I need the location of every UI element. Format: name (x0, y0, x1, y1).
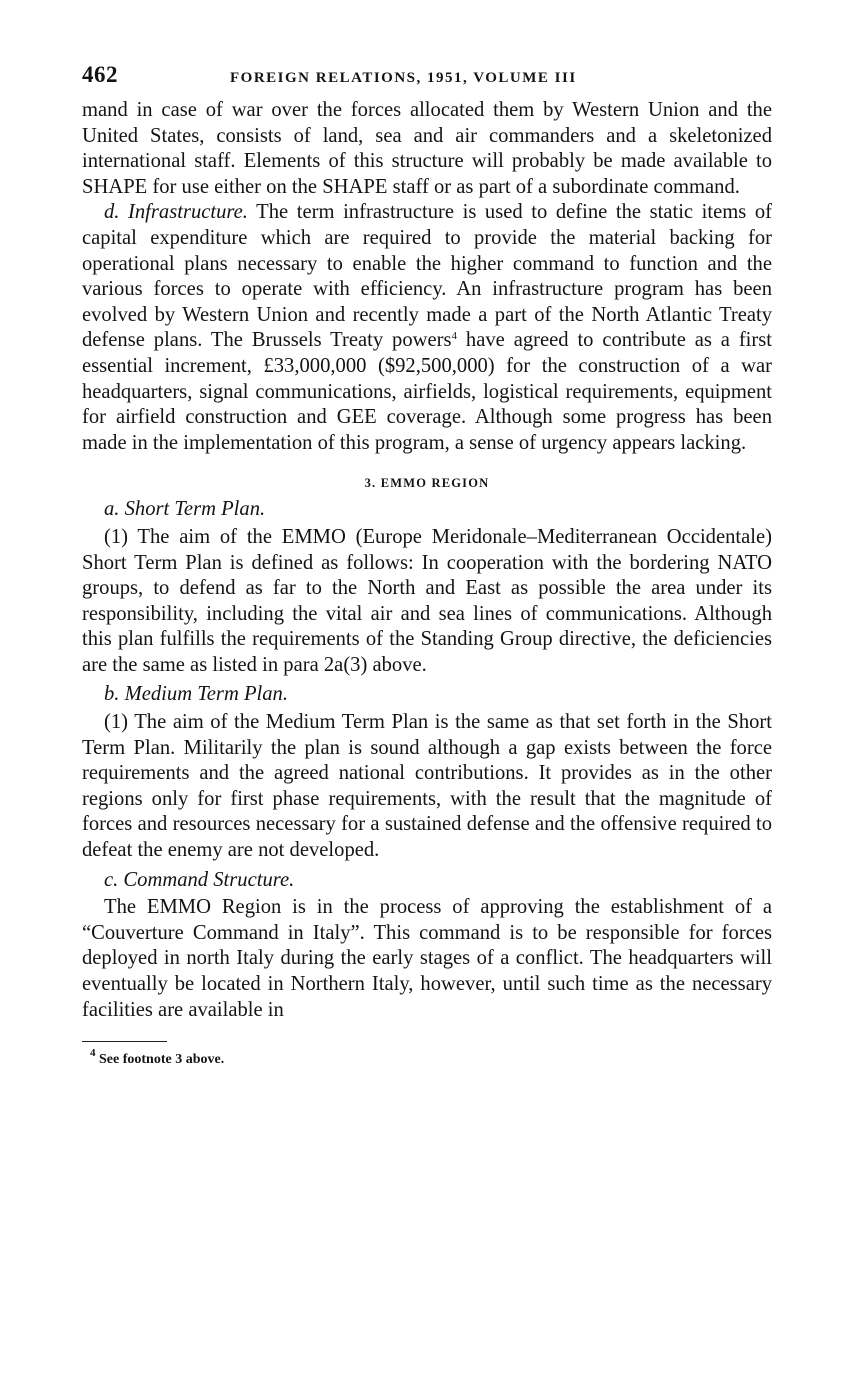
footnote-divider (82, 1041, 167, 1042)
medium-term-heading-text: b. Medium Term Plan. (104, 683, 289, 706)
infrastructure-text-1: The term infrastructure is used to define the static items of capital expenditure which are required to provide the material backing for operational plans necessary to enable the higher command to function and the various forces to operate with efficiency. An infrastructure program has been evolved by Western Union and recently made a part of the North Atlantic Treaty defense plans. The Brussels Treaty powers (82, 201, 772, 352)
section-heading: 3. EMMO REGION (364, 476, 490, 491)
footnote-text: See footnote 3 above. (95, 1052, 225, 1068)
footnote-number: 4 (90, 1047, 96, 1060)
paragraph-medium-term: (1) The aim of the Medium Term Plan is the same as that set forth in the Short Term Plan. Militarily the plan is sound although a gap exists between the force requirements and the agreed national contributions. It provides as in the other regions only for first phase requirements, with the result that the magnitude of forces and resources necessary for a sustained defense and the offensive required to defeat the enemy are not developed. (82, 711, 772, 862)
command-structure-heading-text: c. Command Structure. (104, 868, 295, 891)
infrastructure-text-2: have agreed to contribute as a first essential increment, £33,000,000 ($92,500,000) for the construction of a war headquarters, signal communications, airfields, logistical requirements, equipment for airfield construction and GEE coverage. Although some progress has been made in the implementation of this program, a sense of urgency appears lacking. (82, 329, 773, 454)
infrastructure-label: d. Infrastructure. (104, 201, 248, 224)
paragraph-command-structure: The EMMO Region is in the process of approving the establishment of a “Couverture Command in Italy”. This command is to be responsible for forces deployed in north Italy during the early stages of a conflict. The headquarters will eventually be located in Northern Italy, however, until such time as the necessary facilities are available in (82, 896, 772, 1021)
paragraph-short-term: (1) The aim of the EMMO (Europe Meridonale–Mediterranean Occidentale) Short Term Plan is defined as follows: In cooperation with the bordering NATO groups, to defend as far to the North and East as possible the area under its responsibility, including the vital air and sea lines of communications. Although this plan fulfills the requirements of the Standing Group directive, the deficiencies are the same as listed in para 2a(3) above. (82, 525, 772, 676)
medium-term-heading (104, 682, 772, 708)
footnote-reference: 4 (451, 330, 458, 343)
page-header (82, 62, 772, 98)
footnote (90, 1047, 772, 1068)
running-title: FOREIGN RELATIONS, 1951, VOLUME III (230, 70, 577, 86)
paragraph-infrastructure (82, 200, 772, 456)
document-page (82, 62, 772, 1068)
short-term-heading-text: a. Short Term Plan. (104, 498, 266, 521)
short-term-heading (104, 497, 772, 523)
page-number: 462 (82, 62, 118, 87)
paragraph-continuation: mand in case of war over the forces allocated them by Western Union and the United States, consists of land, sea and air commanders and a skeletonized international staff. Elements of this structure will probably be made available to SHAPE for use either on the SHAPE staff or as part of a subordinate command. (82, 99, 772, 198)
command-structure-heading (104, 868, 772, 894)
